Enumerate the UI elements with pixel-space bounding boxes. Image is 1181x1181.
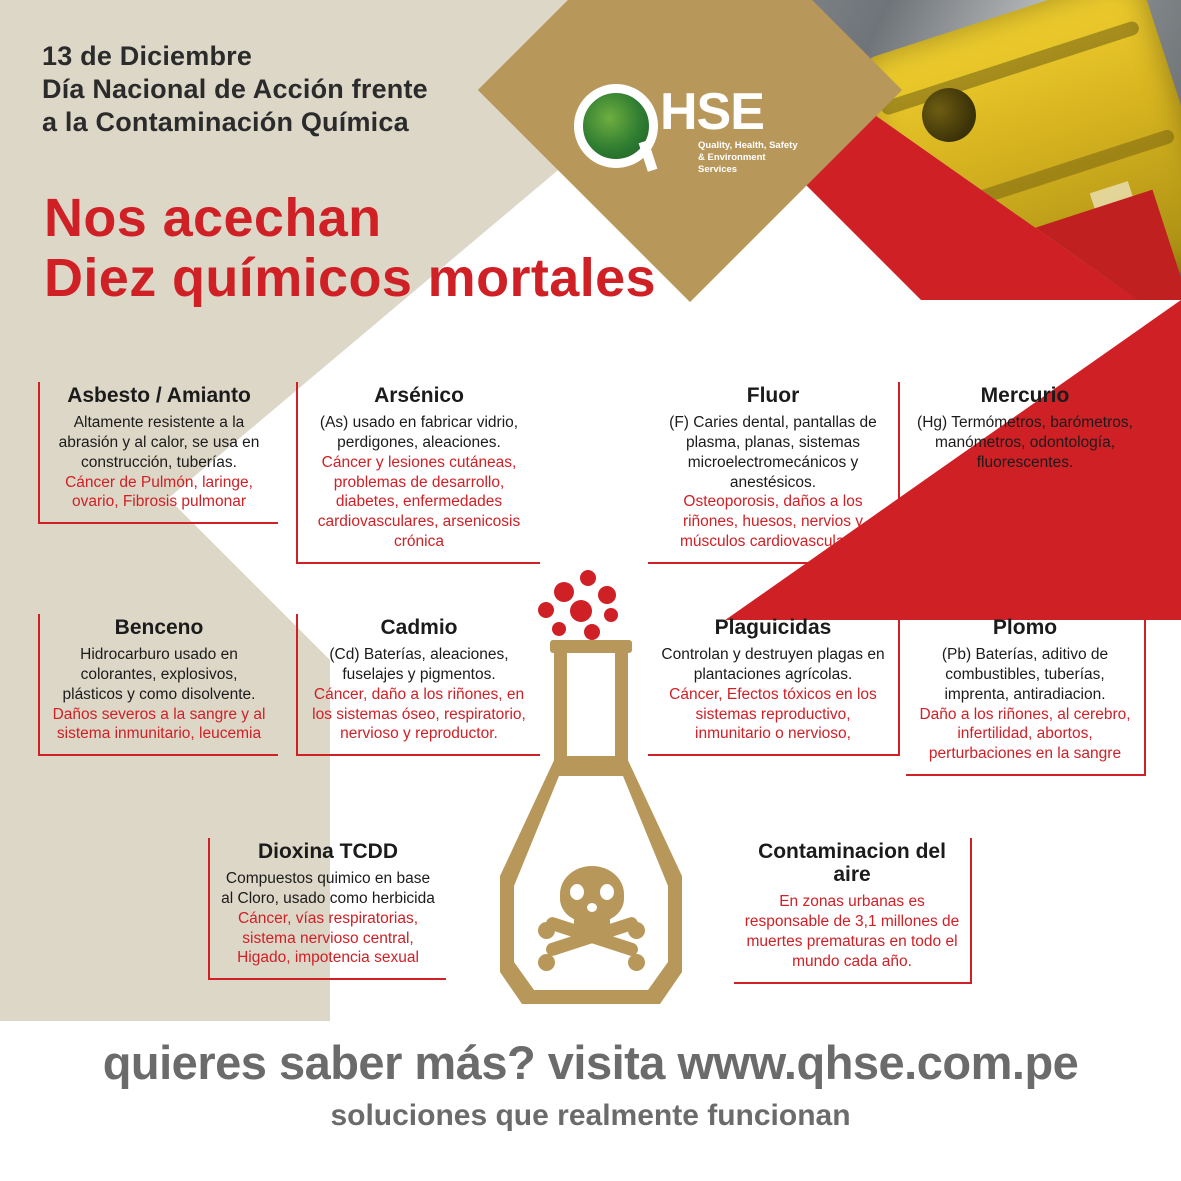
card-title: Fluor <box>746 384 800 407</box>
card-benceno <box>38 614 278 756</box>
card-risk: Daño a los riñones, al cerebro, infertilidad, abortos, perturbaciones en la sangre <box>919 705 1131 763</box>
skull-nose <box>587 903 597 912</box>
qhse-logo <box>572 82 802 192</box>
event-subtitle-line2: a la Contaminación Química <box>42 106 409 137</box>
card-risk: Cáncer, Efectos tóxicos en los sistemas reproductivo, inmunitario o nervioso, <box>669 685 877 743</box>
skull-icon <box>560 866 624 922</box>
card-description: Hidrocarburo usado en colorantes, explosivos, plásticos y como disolvente. <box>62 646 256 703</box>
headline-line-2: Diez químicos mortales <box>44 248 656 309</box>
card-risk: En zonas urbanas es responsable de 3,1 millones de muertes prematuras en todo el mundo cada año. <box>744 893 960 970</box>
flask-illustration <box>492 570 692 1030</box>
globe-icon <box>574 84 658 168</box>
card-description: Altamente resistente a la abrasión y al calor, se usa en construcción, tuberías. <box>58 414 260 471</box>
card-title: Cadmio <box>380 616 458 639</box>
card-risk: Osteoporosis, daños a los riñones, huesos, nervios y músculos cardiovasculares <box>679 493 867 551</box>
skull-eye-left <box>570 884 584 900</box>
card-title: Benceno <box>114 616 204 639</box>
card-description: Controlan y destruyen plagas en plantaciones agrícolas. <box>661 646 885 683</box>
card-description: (Cd) Baterías, aleaciones, fuselajes y pigmentos. <box>329 646 509 683</box>
bone-cap-icon <box>628 954 645 971</box>
card-contaminacion-aire <box>734 838 972 984</box>
card-description: (F) Caries dental, pantallas de plasma, planas, sistemas microelectromecánicos y anestésicos. <box>669 414 877 491</box>
card-fluor <box>648 382 900 564</box>
bone-cap-icon <box>538 954 555 971</box>
card-risk: Sistema nervioso, cerebro, riñones, pulmones, en el feto, teratogénesis. <box>923 473 1127 531</box>
skull-jaw <box>574 919 610 931</box>
card-title: Contaminacion del aire <box>758 840 946 887</box>
card-title: Arsénico <box>374 384 464 407</box>
card-arsenico <box>296 382 540 564</box>
flask-neck <box>554 648 628 768</box>
footer-slogan: soluciones que realmente funcionan <box>330 1099 851 1132</box>
card-dioxina <box>208 838 446 980</box>
card-asbesto <box>38 382 278 524</box>
header-date-block <box>42 40 562 139</box>
card-risk: Cáncer y lesiones cutáneas, problemas de desarrollo, diabetes, enfermedades cardiovasculares, arsenicosis crónica <box>317 453 521 551</box>
card-risk: Cáncer de Pulmón, laringe, ovario, Fibrosis pulmonar <box>65 473 253 511</box>
footer <box>0 1021 1181 1181</box>
card-risk: Daños severos a la sangre y al sistema inmunitario, leucemia <box>52 705 266 743</box>
card-risk: Cáncer, vías respiratorias, sistema nervioso central, Higado, impotencia sexual <box>237 909 419 967</box>
card-plomo <box>906 614 1146 776</box>
logo-text: HSE <box>660 83 764 141</box>
headline-line-1: Nos acechan <box>44 188 382 248</box>
event-date: 13 de Diciembre <box>42 41 253 71</box>
skull-eye-right <box>600 884 614 900</box>
event-subtitle-line1: Día Nacional de Acción frente <box>42 73 428 104</box>
card-description: (Hg) Termómetros, barómetros, manómetros, odontología, fluorescentes. <box>917 414 1133 471</box>
card-title: Plomo <box>992 616 1058 639</box>
card-title: Mercurio <box>980 384 1070 407</box>
card-title: Plaguicidas <box>714 616 832 639</box>
card-description: Compuestos quimico en base al Cloro, usado como herbicida <box>221 870 435 907</box>
card-risk: Cáncer, daño a los riñones, en los sistemas óseo, respiratorio, nervioso y reproductor. <box>312 685 526 743</box>
card-title: Dioxina TCDD <box>257 840 398 863</box>
footer-website[interactable]: quieres saber más? visita www.qhse.com.pe <box>102 1036 1079 1089</box>
page-title <box>44 188 904 309</box>
logo-tagline: Quality, Health, Safety & Environment Services <box>698 140 798 175</box>
card-description: (As) usado en fabricar vidrio, perdigones, aleaciones. <box>319 414 519 451</box>
card-description: (Pb) Baterías, aditivo de combustibles, tuberías, imprenta, antiradiacion. <box>941 646 1109 703</box>
card-title: Asbesto / Amianto <box>67 384 251 407</box>
card-mercurio <box>906 382 1146 544</box>
